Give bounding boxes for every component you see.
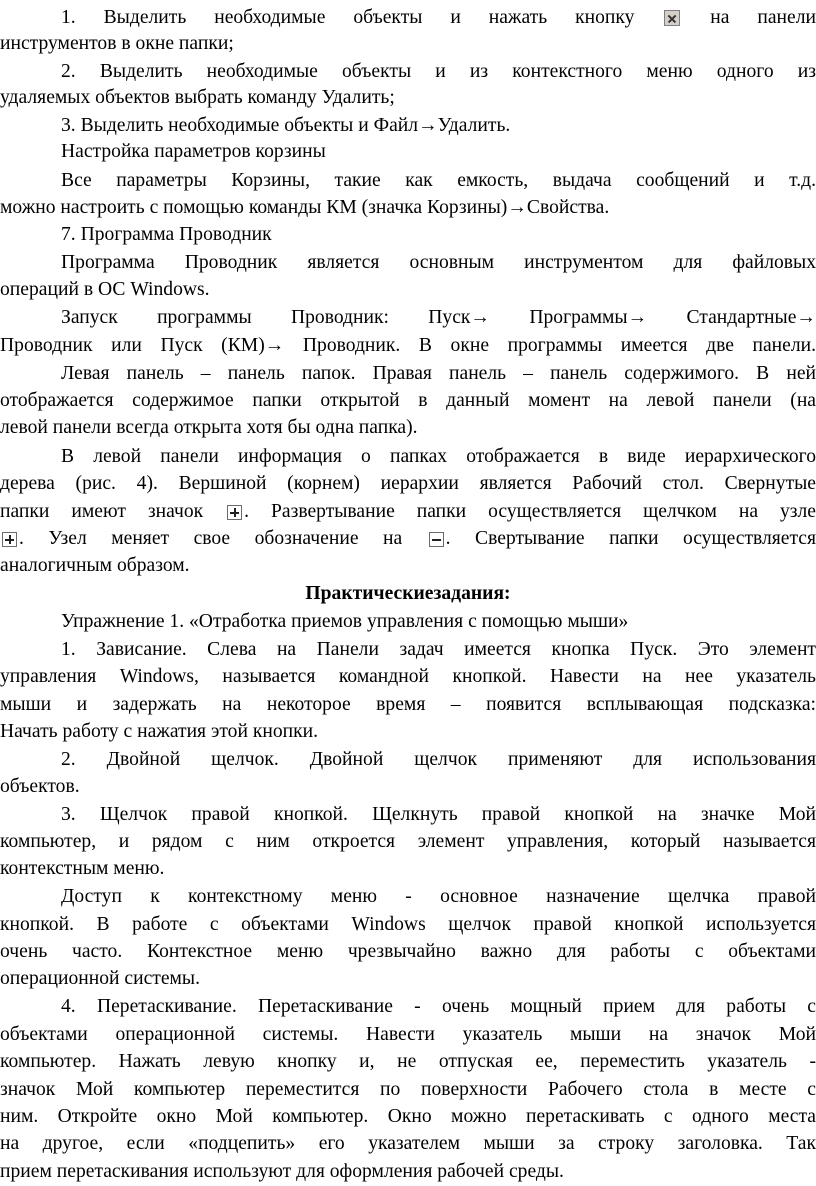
text-line: Начать работу с нажатия этой кнопки. — [0, 721, 319, 742]
minus-box-icon — [429, 532, 444, 547]
section-heading: Практическиезадания: — [305, 583, 511, 604]
text-line: на другое, если «подцепить» его указателем мыши за строку заголовка. Так — [0, 1133, 816, 1154]
text-line: Программа Проводник является основным инструментом для файловых — [61, 252, 816, 273]
text-line: 1. Зависание. Слева на Панели задач имеется кнопка Пуск. Это элемент — [61, 639, 816, 660]
text-line: 3. Выделить необходимые объекты и Файл→Удалить. — [61, 115, 511, 136]
text-line: отображается содержимое папки открытой в данный момент на левой панели (на — [0, 390, 816, 411]
text-line: объектами операционной системы. Навести указатель мыши на значок Мой — [0, 1024, 816, 1045]
text-line: операций в ОС Windows. — [0, 279, 210, 300]
text-segment: . Узел меняет свое обозначение на — [19, 528, 427, 549]
text-line: Проводник или Пуск (КМ)→ Проводник. В окне программы имеется две панели. — [0, 335, 816, 356]
text-line — [0, 498, 816, 526]
text-line: значок Мой компьютер переместится по поверхности Рабочего стола в месте с — [0, 1079, 816, 1100]
text-line: управления Windows, называется командной кнопкой. Навести на нее указатель — [0, 666, 816, 687]
text-line: объектов. — [0, 776, 80, 797]
text-line: компьютер, и рядом с ним откроется элемент управления, который называется — [0, 831, 816, 852]
text-line: 7. Программа Проводник — [61, 224, 272, 245]
text-line: мыши и задержать на некоторое время – появится всплывающая подсказка: — [0, 694, 816, 715]
text-line: компьютер. Нажать левую кнопку и, не отпуская ее, переместить указатель - — [0, 1051, 816, 1072]
text-line: Доступ к контекстному меню - основное назначение щелчка правой — [61, 886, 816, 907]
text-line: дерева (рис. 4). Вершиной (корнем) иерархии является Рабочий стол. Свернутые — [0, 473, 816, 494]
text-segment: 1. Выделить необходимые объекты и нажать кнопку — [61, 7, 663, 28]
text-line: можно настроить с помощью команды КМ (значка Корзины)→Свойства. — [0, 197, 610, 218]
text-line: операционной системы. — [0, 968, 200, 989]
text-line: левой панели всегда открыта хотя бы одна папка). — [0, 417, 418, 438]
text-line: Запуск программы Проводник: Пуск→ Программы→ Стандартные→ — [61, 307, 816, 328]
text-segment: на панели — [682, 7, 816, 28]
text-line: инструментов в окне папки; — [0, 33, 234, 54]
text-segment: . Развертывание папки осуществляется щелчком на узле — [244, 501, 816, 522]
text-line: ним. Откройте окно Мой компьютер. Окно можно перетаскивать с одного места — [0, 1106, 816, 1127]
plus-box-icon — [227, 505, 242, 520]
text-line: удаляемых объектов выбрать команду Удалить; — [0, 87, 395, 108]
text-line — [61, 4, 816, 32]
text-line: 2. Выделить необходимые объекты и из контекстного меню одного из — [61, 61, 816, 82]
plus-box-icon — [2, 532, 17, 547]
text-line: Упражнение 1. «Отработка приемов управления с помощью мыши» — [61, 611, 629, 632]
text-line: контекстным меню. — [0, 858, 165, 879]
text-line: прием перетаскивания используют для оформления рабочей среды. — [0, 1161, 564, 1182]
text-line: Левая панель – панель папок. Правая панель – панель содержимого. В ней — [61, 363, 816, 384]
text-line: Все параметры Корзины, такие как емкость, выдача сообщений и т.д. — [61, 170, 816, 191]
text-line: 4. Перетаскивание. Перетаскивание - очень мощный прием для работы с — [61, 996, 816, 1017]
text-line: аналогичным образом. — [0, 555, 190, 576]
text-segment: папки имеют значок — [0, 501, 226, 522]
text-segment: . Свертывание папки осуществляется — [445, 528, 816, 549]
text-line: Настройка параметров корзины — [61, 141, 326, 162]
text-line: В левой панели информация о папках отображается в виде иерархического — [61, 446, 816, 467]
text-line: кнопкой. В работе с объектами Windows щелчок правой кнопкой используется — [0, 914, 816, 935]
text-line — [0, 525, 816, 553]
text-line: 2. Двойной щелчок. Двойной щелчок применяют для использования — [61, 749, 816, 770]
text-line: 3. Щелчок правой кнопкой. Щелкнуть правой кнопкой на значке Мой — [61, 804, 816, 825]
close-icon — [664, 10, 680, 26]
text-line: очень часто. Контекстное меню чрезвычайно важно для работы с объектами — [0, 941, 816, 962]
